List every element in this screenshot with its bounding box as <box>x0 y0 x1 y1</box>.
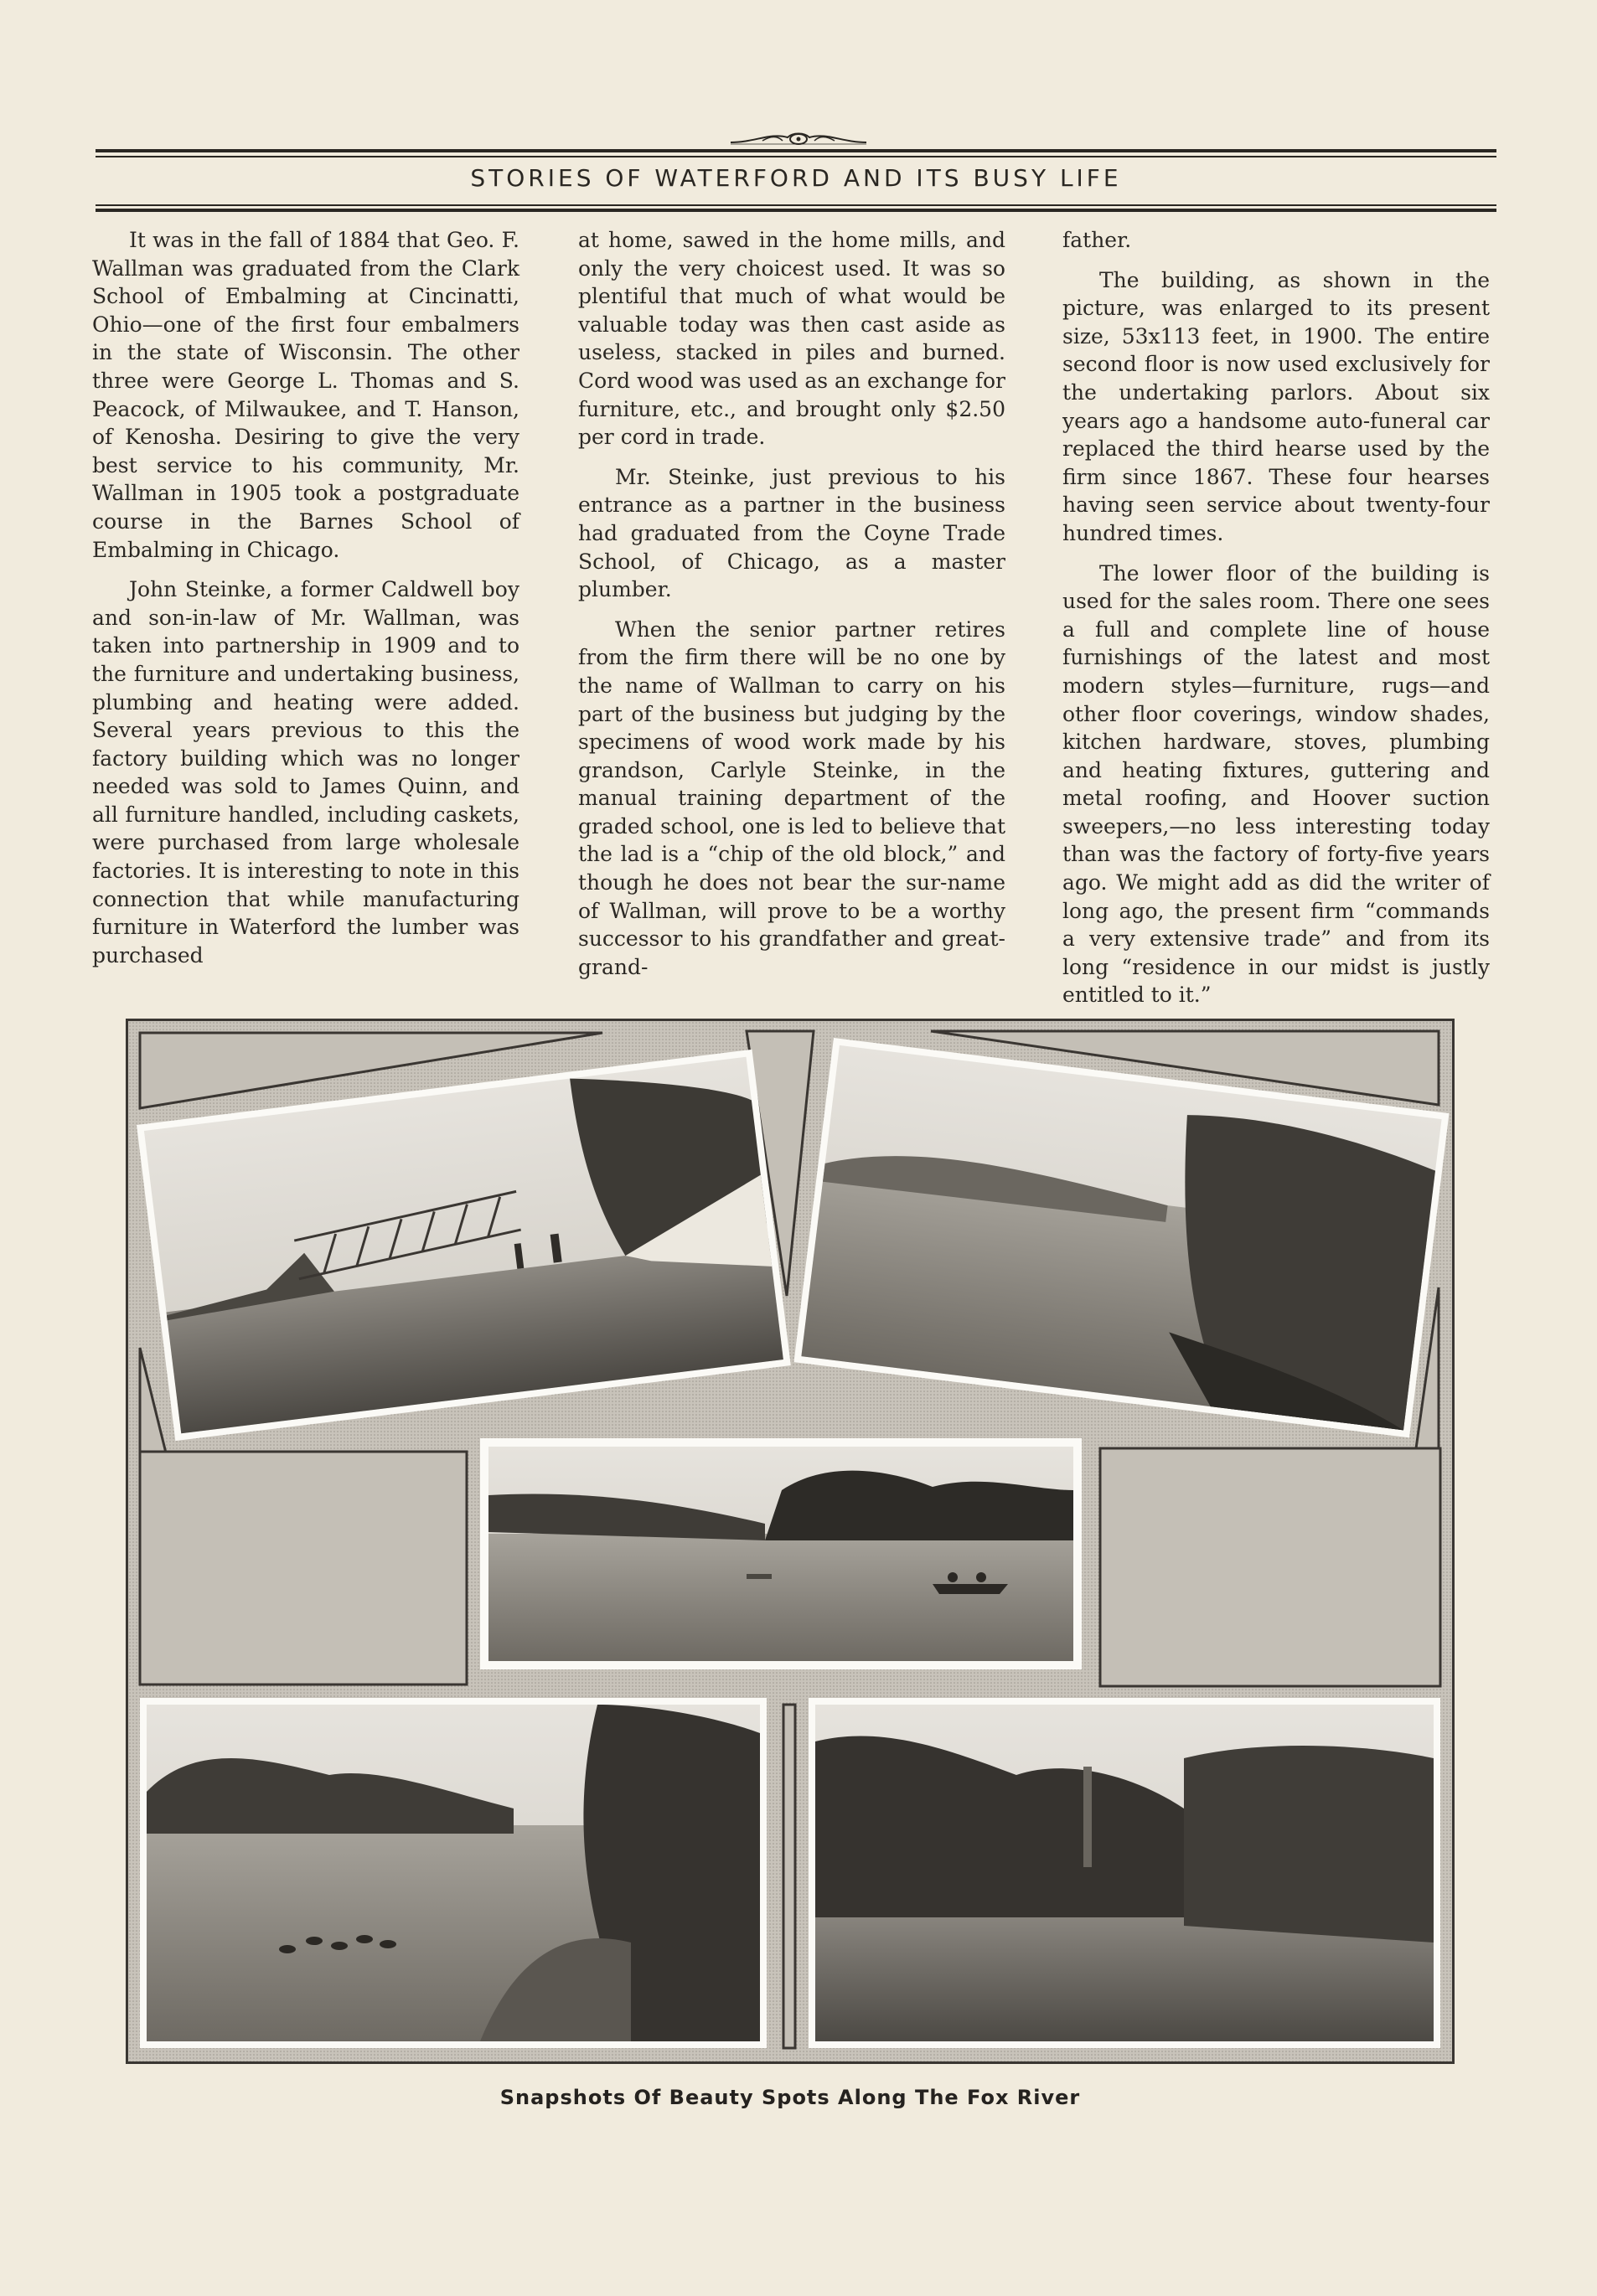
paragraph: father. <box>1062 228 1132 252</box>
paragraph: John Steinke, a former Caldwell boy and son-in-law of Mr. Wallman, was taken into partnership in 1909 and to the furniture and undertaking business, plumbing and heating were added. Several years previous to this the factory building which was no longer needed was sold to James Quinn, and all furniture handled, including caskets, were purchased from large wholesale factories. It is interesting to note in this connection that while manufacturing furniture in Waterford the lumber was purchased <box>92 577 519 967</box>
wooded-river-photo <box>809 1698 1440 2048</box>
figure-caption: Snapshots Of Beauty Spots Along The Fox River <box>499 2086 1081 2109</box>
divider-bar <box>783 1705 795 2048</box>
header-rule-top <box>96 149 1496 152</box>
blank-panel-right <box>1100 1448 1440 1686</box>
page-header-title: STORIES OF WATERFORD AND ITS BUSY LIFE <box>470 164 1122 192</box>
header-rule-bottom-thin <box>96 204 1496 206</box>
article-column-2 <box>578 226 1005 981</box>
paragraph: The lower floor of the building is used for the sales room. There one sees a full and complete line of house furnishings of the latest and most modern styles—furniture, rugs—and other floor coverings, window shades, kitchen hardware, stoves, plumbing and heating fixtures, guttering and metal roofing, and Hoover suction sweepers,—no less interesting today than was the factory of forty-five years ago. We might add as did the writer of long ago, the present firm “commands a very extensive trade” and from its long “residence in our midst is justly entitled to it.” <box>1062 560 1490 1008</box>
paragraph: When the senior partner retires from the firm there will be no one by the name of Wallman to carry on his part of the business but judging by the specimens of wood work made by his grandson, Carlyle Steinke, in the manual training department of the graded school, one is led to believe that the lad is a “chip of the old block,” and though he does not bear the sur-name of Wallman, will prove to be a worthy successor to his grandfather and great-grand- <box>578 617 1005 979</box>
ducks-photo <box>140 1698 767 2048</box>
photo-collage-art <box>128 1021 1452 2061</box>
canoe-photo <box>480 1438 1082 1669</box>
article-column-3 <box>1062 226 1490 1009</box>
blank-panel-left <box>140 1452 467 1685</box>
header-rule-top-thin <box>96 156 1496 157</box>
paragraph: It was in the fall of 1884 that Geo. F. Wallman was graduated from the Clark School of Embalming at Cincinatti, Ohio—one of the first four embalmers in the state of Wisconsin. The other three were George L. Thomas and S. Peacock, of Milwaukee, and T. Hanson, of Kenosha. Desiring to give the very best service to his community, Mr. Wallman in 1905 took a postgraduate course in the Barnes School of Embalming in Chicago. <box>92 228 519 562</box>
paragraph: at home, sawed in the home mills, and only the very choicest used. It was so plentiful that much of what would be valuable today was then cast aside as useless, stacked in piles and burned. Cord wood was used as an exchange for furniture, etc., and brought only $2.50 per cord in trade. <box>578 228 1005 450</box>
photo-collage <box>126 1019 1455 2064</box>
header-rule-bottom <box>96 209 1496 212</box>
paragraph: The building, as shown in the picture, was enlarged to its present size, 53x113 feet, in 1900. The entire second floor is now used exclusively for the undertaking parlors. About six years ago a handsome auto-funeral car replaced the third hearse used by the firm since 1867. These four hearses having seen service about twenty-four hundred times. <box>1062 267 1490 545</box>
header-ornament <box>729 129 868 151</box>
paragraph: Mr. Steinke, just previous to his entrance as a partner in the business had graduated from the Coyne Trade School, of Chicago, as a master plumber. <box>578 464 1005 602</box>
article-column-1 <box>92 226 519 969</box>
